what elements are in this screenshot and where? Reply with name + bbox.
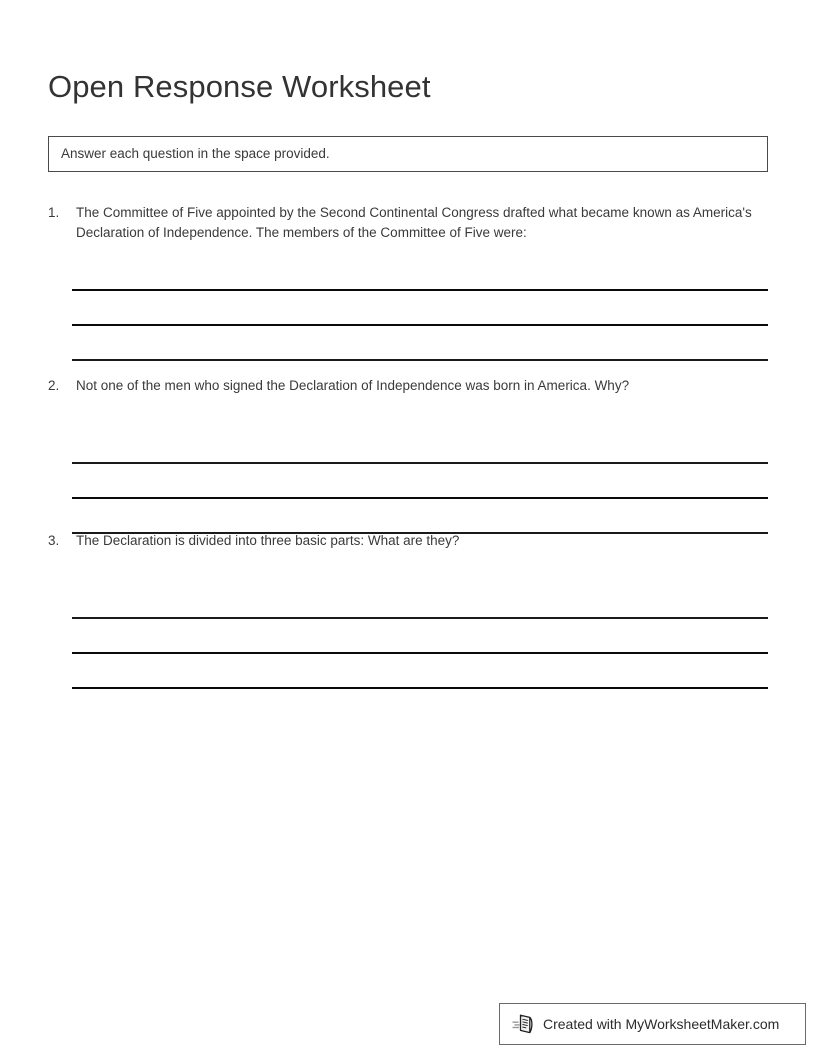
answer-line[interactable] (72, 429, 768, 464)
footer-badge[interactable] (499, 1003, 806, 1045)
question-text: The Declaration is divided into three basic parts: What are they? (76, 533, 460, 548)
question-number: 1. (48, 205, 60, 220)
answer-line[interactable] (72, 619, 768, 654)
flying-document-icon (512, 1012, 536, 1036)
question-number: 3. (48, 533, 60, 548)
answer-lines (72, 429, 768, 534)
question-row (48, 376, 768, 396)
answer-line[interactable] (72, 464, 768, 499)
question-number: 2. (48, 378, 60, 393)
question-row (48, 203, 768, 242)
question-block (48, 376, 768, 534)
question-row (48, 531, 768, 551)
answer-lines (72, 584, 768, 689)
answer-line[interactable] (72, 584, 768, 619)
instruction-text: Answer each question in the space provided. (61, 146, 330, 161)
question-text: The Committee of Five appointed by the Second Continental Congress drafted what became known as America's Declaration of Independence. The members of the Committee of Five were: (76, 205, 752, 240)
question-block (48, 531, 768, 689)
answer-line[interactable] (72, 654, 768, 689)
answer-lines (72, 256, 768, 361)
instruction-box (48, 136, 768, 172)
answer-line[interactable] (72, 256, 768, 291)
answer-line[interactable] (72, 499, 768, 534)
answer-line[interactable] (72, 291, 768, 326)
answer-line[interactable] (72, 326, 768, 361)
footer-badge-text: Created with MyWorksheetMaker.com (543, 1016, 780, 1032)
page-title: Open Response Worksheet (48, 68, 431, 104)
question-block (48, 203, 768, 361)
question-text: Not one of the men who signed the Declaration of Independence was born in America. Why? (76, 378, 630, 393)
